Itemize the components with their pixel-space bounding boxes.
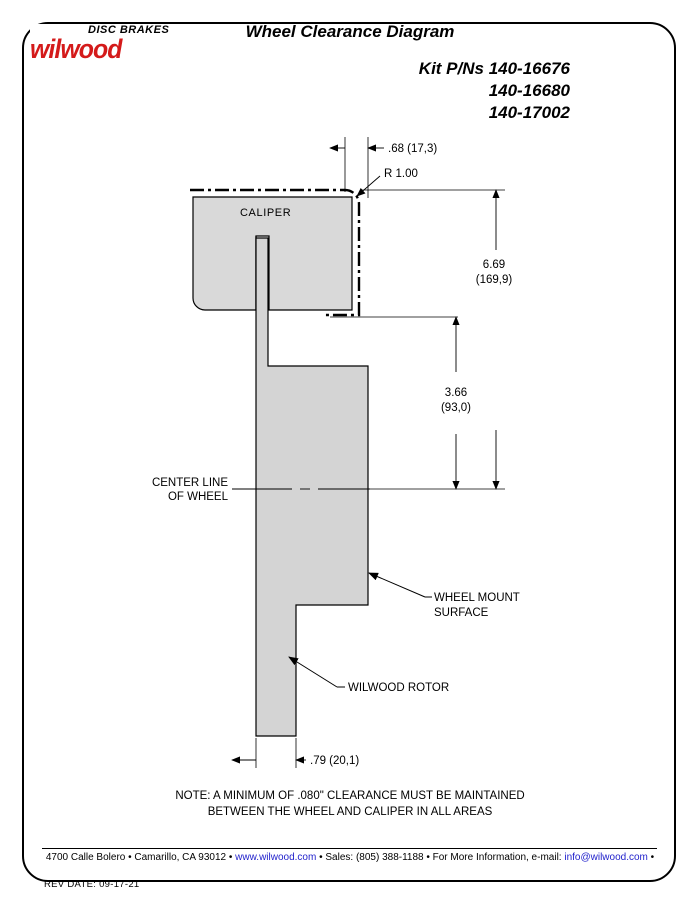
revision-date: REV DATE: 09-17-21	[44, 879, 140, 890]
dim-top-label: .68 (17,3)	[388, 143, 438, 155]
dim-669-label-metric: (169,9)	[475, 274, 513, 286]
radius-label: R 1.00	[384, 168, 418, 180]
logo-wordmark: wilwood	[30, 34, 122, 64]
clearance-note-line-2: BETWEEN THE WHEEL AND CALIPER IN ALL AREAS	[207, 806, 493, 818]
rotor-profile	[256, 238, 368, 736]
page-title: Wheel Clearance Diagram	[245, 22, 455, 41]
kit-part-number-3: 140-17002	[488, 103, 570, 122]
dim-669-label: 6.69	[482, 259, 506, 271]
rotor-label: WILWOOD ROTOR	[348, 682, 450, 694]
clearance-note-line-1: NOTE: A MINIMUM OF .080" CLEARANCE MUST BE MAINTAINED	[175, 790, 525, 802]
clearance-note	[0, 788, 700, 820]
footer	[0, 852, 700, 863]
footer-sales-text: • Sales: (805) 388-1188 • For More Information, e-mail:	[316, 852, 565, 863]
footer-divider	[42, 848, 657, 849]
footer-website-link[interactable]: www.wilwood.com	[235, 852, 317, 863]
wheel-mount-label-2: SURFACE	[434, 607, 489, 619]
kit-part-number-1: Kit P/Ns 140-16676	[418, 59, 570, 78]
dim-366-label-metric: (93,0)	[440, 402, 472, 414]
radius-leader	[357, 176, 380, 196]
wilwood-logo	[30, 24, 210, 62]
wheel-mount-leader	[369, 573, 425, 597]
wheel-mount-label-1: WHEEL MOUNT	[434, 592, 520, 604]
dim-366-label: 3.66	[444, 387, 468, 399]
centerline-label-1: CENTER LINE	[151, 477, 228, 489]
caliper-label: CALIPER	[240, 207, 292, 219]
kit-part-number-2: 140-16680	[488, 81, 570, 100]
footer-email-link[interactable]: info@wilwood.com	[564, 852, 648, 863]
footer-tail: •	[647, 852, 655, 863]
dim-bottom-label: .79 (20,1)	[310, 755, 360, 767]
centerline-label-2: OF WHEEL	[167, 491, 228, 503]
footer-address: 4700 Calle Bolero • Camarillo, CA 93012 •	[45, 852, 236, 863]
logo-disc-brakes-text: DISC BRAKES	[88, 24, 170, 36]
